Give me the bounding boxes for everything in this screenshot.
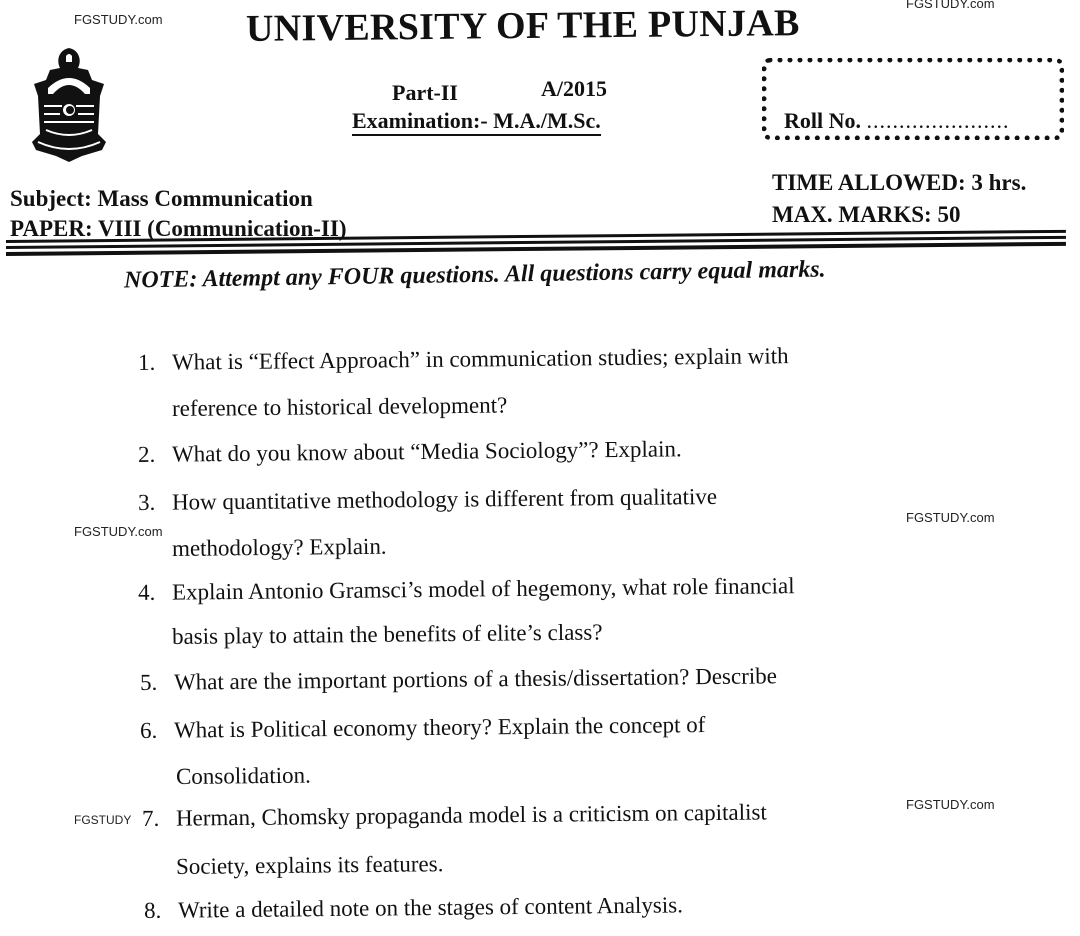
roll-number-label: Roll No. xyxy=(784,108,861,133)
question-7-cont: Society, explains its features. xyxy=(175,851,444,879)
question-text: Herman, Chomsky propaganda model is a criticism on capitalist xyxy=(175,799,767,831)
question-text: How quantitative methodology is different from qualitative xyxy=(171,483,718,515)
question-number: 3. xyxy=(137,489,156,515)
exam-note: NOTE: Attempt any FOUR questions. All questions carry equal marks. xyxy=(123,256,826,294)
part-label: Part-II xyxy=(392,80,458,105)
university-title: UNIVERSITY OF THE PUNJAB xyxy=(245,2,800,50)
question-text: Explain Antonio Gramsci’s model of hegemony, what role financial xyxy=(171,573,795,605)
watermark: FGSTUDY.com xyxy=(74,524,163,539)
question-text: Write a detailed note on the stages of content Analysis. xyxy=(177,892,684,923)
time-allowed: TIME ALLOWED: 3 hrs. xyxy=(772,170,1027,195)
question-1-cont: reference to historical development? xyxy=(171,392,508,421)
question-number: 7. xyxy=(141,805,160,831)
question-3 xyxy=(138,484,717,516)
question-text: What do you know about “Media Sociology”? Explain. xyxy=(171,436,682,467)
paper-label: PAPER: VIII (Communication-II) xyxy=(10,216,347,241)
question-text: What are the important portions of a thesis/dissertation? Describe xyxy=(173,663,778,695)
watermark: FGSTUDY.com xyxy=(906,510,995,525)
question-5 xyxy=(140,663,777,696)
question-text: What is “Effect Approach” in communication studies; explain with xyxy=(171,343,789,375)
question-4 xyxy=(138,573,795,606)
subject-label: Subject: Mass Communication xyxy=(10,186,313,211)
question-7 xyxy=(142,799,767,832)
roll-number-field xyxy=(784,108,1010,134)
question-3-cont: methodology? Explain. xyxy=(171,533,387,561)
examination-label: Examination:- M.A./M.Sc. xyxy=(352,108,601,136)
question-4-cont: basis play to attain the benefits of elite’s class? xyxy=(171,619,603,649)
question-6-cont: Consolidation. xyxy=(175,762,311,789)
question-6 xyxy=(140,712,706,744)
question-number: 2. xyxy=(137,441,156,467)
watermark: FGSTUDY.com xyxy=(74,12,163,27)
question-number: 5. xyxy=(139,669,158,695)
watermark: FGSTUDY.com xyxy=(906,0,995,11)
max-marks: MAX. MARKS: 50 xyxy=(772,202,961,227)
watermark: FGSTUDY.com xyxy=(906,797,995,812)
question-number: 6. xyxy=(139,717,158,743)
question-1 xyxy=(138,343,789,376)
question-number: 1. xyxy=(137,349,156,375)
question-2 xyxy=(138,436,682,468)
watermark-partial: FGSTUDY xyxy=(74,813,132,827)
question-number: 8. xyxy=(143,897,162,923)
question-text: What is Political economy theory? Explain the concept of xyxy=(173,712,706,743)
session-label: A/2015 xyxy=(541,76,607,101)
question-number: 4. xyxy=(137,579,156,605)
university-crest-icon xyxy=(26,46,112,164)
question-8 xyxy=(144,892,683,924)
roll-number-blank: ...................... xyxy=(866,108,1010,133)
